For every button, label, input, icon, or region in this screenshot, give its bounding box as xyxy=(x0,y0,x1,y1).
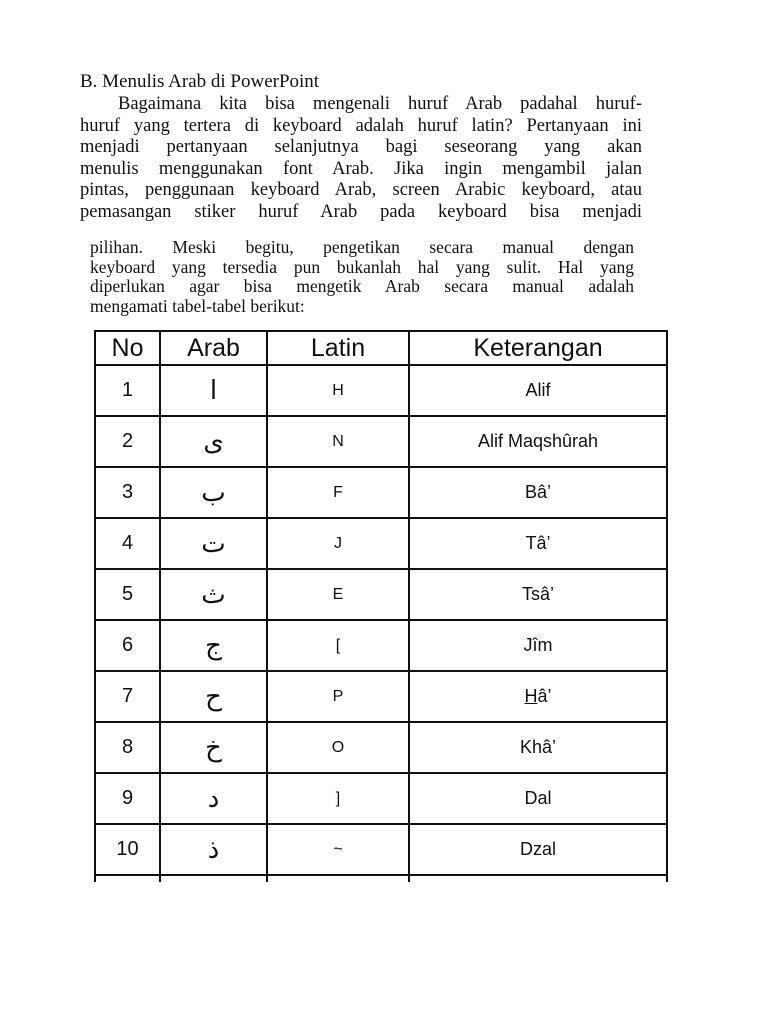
continuation-paragraph xyxy=(90,238,634,316)
cell-arab: ح xyxy=(160,671,267,722)
intro-paragraph xyxy=(80,94,642,223)
table-row xyxy=(95,365,667,416)
cell-keterangan: Dal xyxy=(409,773,667,824)
table-row xyxy=(95,620,667,671)
header-no: No xyxy=(95,331,160,365)
paragraph-line: pintas, penggunaan keyboard Arab, screen Arabic keyboard, atau xyxy=(80,180,642,200)
table-row xyxy=(95,569,667,620)
paragraph-line: pilihan. Meski begitu, pengetikan secara manual dengan xyxy=(90,238,634,257)
cell-latin: ] xyxy=(267,773,409,824)
cell-no: 1 xyxy=(95,365,160,416)
cell-keterangan: Jîm xyxy=(409,620,667,671)
cell-latin: N xyxy=(267,416,409,467)
table-row-partial xyxy=(95,875,667,882)
cell-arab: خ xyxy=(160,722,267,773)
cell-arab: د xyxy=(160,773,267,824)
cell-arab: ا xyxy=(160,365,267,416)
cell-no: 10 xyxy=(95,824,160,875)
cell-empty xyxy=(409,875,667,882)
cell-no: 6 xyxy=(95,620,160,671)
table-row xyxy=(95,671,667,722)
cell-latin: J xyxy=(267,518,409,569)
cell-no: 9 xyxy=(95,773,160,824)
cell-keterangan: Hâ’ xyxy=(409,671,667,722)
table-body xyxy=(95,365,667,882)
keyboard-mapping-table xyxy=(94,330,668,882)
paragraph-line: mengamati tabel-tabel berikut: xyxy=(90,295,305,316)
cell-latin: P xyxy=(267,671,409,722)
cell-no: 4 xyxy=(95,518,160,569)
cell-arab: ت xyxy=(160,518,267,569)
table-row xyxy=(95,824,667,875)
table-header-row xyxy=(95,331,667,365)
paragraph-line: pemasangan stiker huruf Arab pada keyboard bisa menjadi xyxy=(80,201,642,222)
cell-no: 3 xyxy=(95,467,160,518)
paragraph-line: diperlukan agar bisa mengetik Arab secara manual adalah xyxy=(90,277,634,296)
table-row xyxy=(95,722,667,773)
table-row xyxy=(95,518,667,569)
cell-no: 7 xyxy=(95,671,160,722)
cell-latin: E xyxy=(267,569,409,620)
cell-keterangan: Dzal xyxy=(409,824,667,875)
section-heading: B. Menulis Arab di PowerPoint xyxy=(80,71,320,92)
cell-empty xyxy=(95,875,160,882)
cell-no: 8 xyxy=(95,722,160,773)
header-latin: Latin xyxy=(267,331,409,365)
cell-latin: H xyxy=(267,365,409,416)
cell-latin: ~ xyxy=(267,824,409,875)
cell-empty xyxy=(160,875,267,882)
cell-arab: ى xyxy=(160,416,267,467)
paragraph-line: keyboard yang tersedia pun bukanlah hal yang sulit. Hal yang xyxy=(90,257,634,277)
cell-latin: O xyxy=(267,722,409,773)
table-row xyxy=(95,416,667,467)
header-keterangan: Keterangan xyxy=(409,331,667,365)
paragraph-line: huruf yang tertera di keyboard adalah huruf latin? Pertanyaan ini xyxy=(80,115,642,136)
cell-keterangan: Tsâ’ xyxy=(409,569,667,620)
cell-latin: [ xyxy=(267,620,409,671)
cell-keterangan: Alif Maqshûrah xyxy=(409,416,667,467)
cell-keterangan: Tâ’ xyxy=(409,518,667,569)
cell-no: 2 xyxy=(95,416,160,467)
cell-arab: ج xyxy=(160,620,267,671)
cell-arab: ث xyxy=(160,569,267,620)
cell-arab: ب xyxy=(160,467,267,518)
paragraph-line: menjadi pertanyaan selanjutnya bagi seseorang yang akan xyxy=(80,137,642,157)
header-arab: Arab xyxy=(160,331,267,365)
cell-keterangan: Khâ’ xyxy=(409,722,667,773)
cell-empty xyxy=(267,875,409,882)
cell-arab: ذ xyxy=(160,824,267,875)
paragraph-line: menulis menggunakan font Arab. Jika ingin mengambil jalan xyxy=(80,158,642,179)
cell-no: 5 xyxy=(95,569,160,620)
paragraph-line: Bagaimana kita bisa mengenali huruf Arab padahal huruf- xyxy=(118,94,642,114)
table-row xyxy=(95,773,667,824)
cell-latin: F xyxy=(267,467,409,518)
table-row xyxy=(95,467,667,518)
cell-keterangan: Alif xyxy=(409,365,667,416)
cell-keterangan: Bâ’ xyxy=(409,467,667,518)
